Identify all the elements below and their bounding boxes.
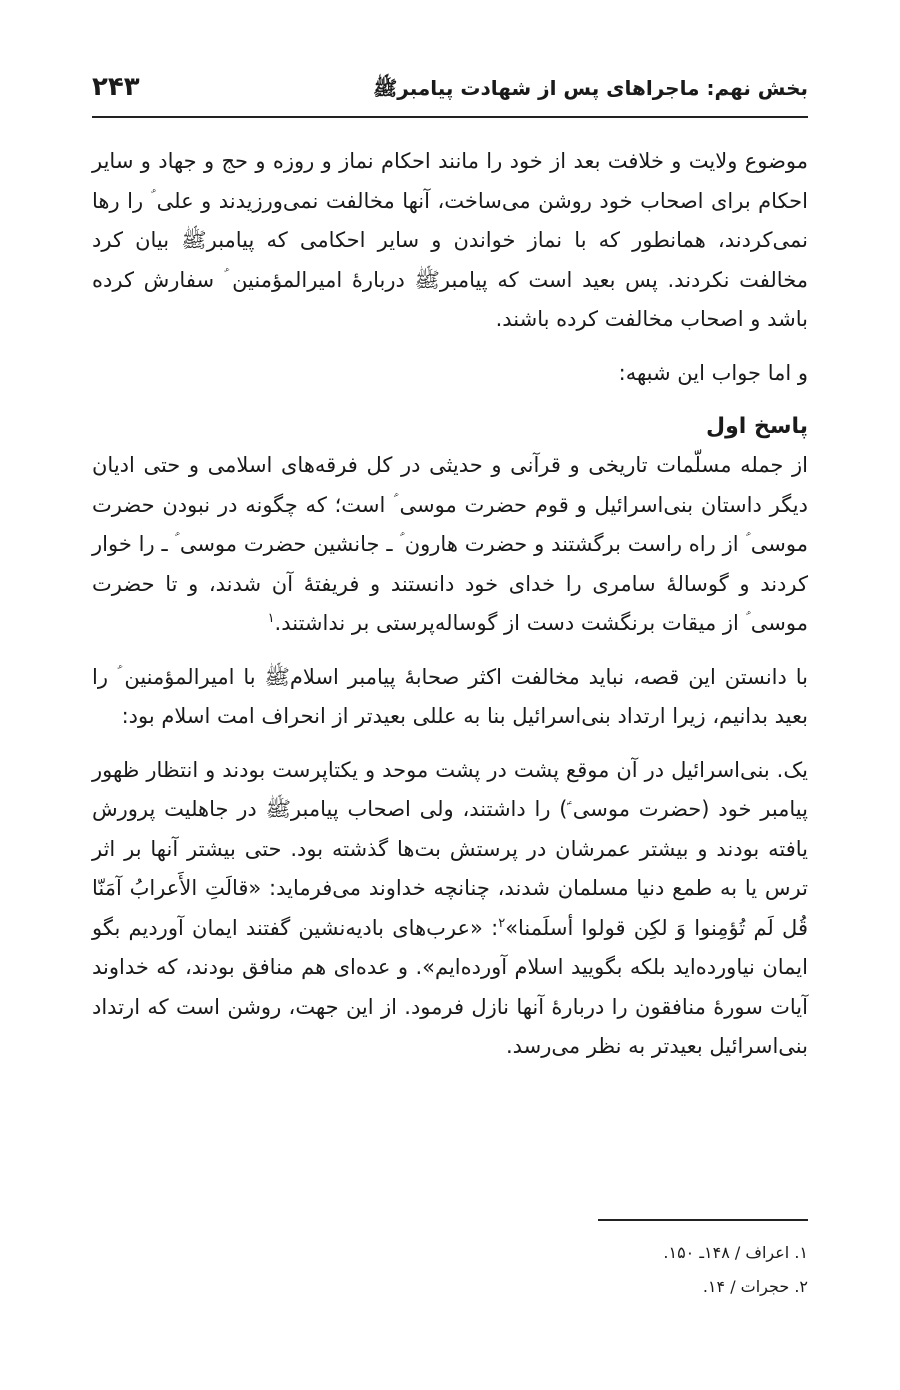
section-heading: پاسخ اول (706, 414, 808, 439)
footnote-ref-1: ۱ (267, 611, 275, 626)
paragraph-reason-one-text-a: یک. بنی‌اسرائیل در آن موقع پشت در پشت موحد و یکتاپرست بودند و انتظار ظهور پیامبر خود (حضرت موسی ؑ) را داشتند، ولی اصحاب پیامبرﷺ در جاهلیت پرورش یافته بودند و بیشتر عمرشان در پرستش بت‌ها گذشته بود. حتی بیشتر آنها بر اثر ترس یا به طمع دنیا مسلمان شدند، چنانچه خداوند می‌فرماید: «قالَتِ الأَعرابُ آمَنّا قُل لَم تُؤمِنوا وَ لکِن قولوا أسلَمنا» (92, 757, 808, 940)
paragraph-first-answer (92, 446, 808, 644)
paragraph-intro-text: موضوع ولایت و خلافت بعد از خود را مانند احکام نماز و روزه و حج و جهاد و سایر احکام برای اصحاب خود روشن می‌ساخت، آنها مخالفت نمی‌ورزیدند و علی ؑ را رها نمی‌کردند، همانطور که با نماز خواندن و سایر احکامی که پیامبرﷺ بیان کرد مخالفت نکردند. پس بعید است که پیامبرﷺ دربارهٔ امیرالمؤمنین ؑ سفارش کرده باشد و اصحاب مخالفت کرده باشند. (92, 149, 808, 331)
paragraph-question-text: و اما جواب این شبهه: (618, 360, 808, 385)
paragraph-question (92, 354, 808, 394)
paragraph-conclusion (92, 658, 808, 737)
page-header (92, 66, 808, 118)
paragraph-first-answer-text: از جمله مسلّمات تاریخی و قرآنی و حدیثی در کل فرقه‌های اسلامی و حتی ادیان دیگر داستان بنی‌اسرائیل و قوم حضرت موسی ؑ است؛ که چگونه در نبودن حضرت موسی ؑ از راه راست برگشتند و حضرت هارون ؑ ـ جانشین حضرت موسی ؑ ـ را خوار کردند و گوسالهٔ سامری را خدای خود دانستند و فریفتهٔ آن شدند، و تا حضرت موسی ؑ از میقات برنگشت دست از گوساله‌پرستی بر نداشتند. (92, 453, 808, 635)
paragraph-reason-one (92, 751, 808, 1067)
page-number: ۲۴۳ (92, 72, 140, 102)
paragraph-conclusion-text: با دانستن این قصه، نباید مخالفت اکثر صحابهٔ پیامبر اسلامﷺ با امیرالمؤمنین ؑ را بعید بدانیم، زیرا ارتداد بنی‌اسرائیل بنا به عللی بعیدتر از انحراف امت اسلام بود: (92, 664, 808, 728)
footnote-divider (598, 1219, 808, 1221)
footnote-item: ۱. اعراف / ۱۴۸ـ ۱۵۰. (663, 1243, 808, 1262)
footnote-ref-2: ۲ (498, 915, 506, 931)
paragraph-intro (92, 142, 808, 340)
book-page (92, 0, 808, 1390)
running-title: بخش نهم: ماجراهای پس از شهادت پیامبرﷺ (373, 76, 808, 100)
paragraph-reason-one-text-b: : «عرب‌های بادیه‌نشین گفتند ایمان آوردیم بگو ایمان نیاورده‌اید بلکه بگویید اسلام آورده‌ایم». و عده‌ای هم منافق بودند، که خداوند آیات سورهٔ منافقون را دربارهٔ آنها نازل فرمود. از این جهت، روشن است که ارتداد بنی‌اسرائیل بعیدتر به نظر می‌رسد. (92, 915, 808, 1058)
footnote-item: ۲. حجرات / ۱۴. (702, 1277, 808, 1296)
footnotes (92, 1236, 808, 1304)
main-text (92, 142, 808, 1081)
